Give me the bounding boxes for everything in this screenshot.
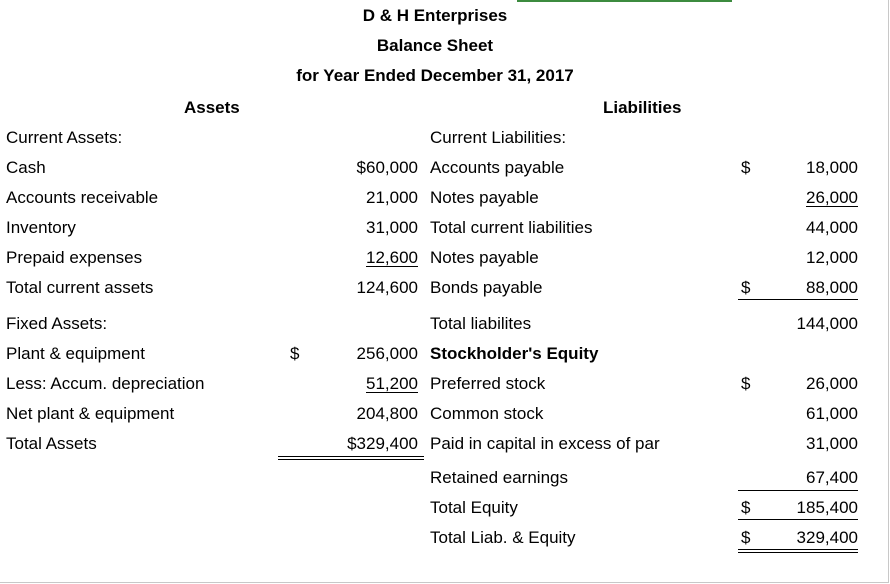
paid-in-capital-label: Paid in capital in excess of par [430,434,660,453]
total-assets-double-underline-2 [278,459,424,460]
preferred-stock-value: 26,000 [806,374,858,393]
total-current-assets-label: Total current assets [6,278,154,297]
inventory-value: 31,000 [366,218,418,237]
plant-equipment-dollar: $ [290,344,300,363]
selected-cell-border [517,0,732,2]
plant-equipment-label: Plant & equipment [6,344,145,363]
notes-payable-2-label: Notes payable [430,248,539,267]
net-plant-equipment-value: 204,800 [356,404,418,423]
accounts-payable-dollar: $ [741,158,751,177]
total-assets-value: $329,400 [347,434,418,453]
fixed-assets-heading: Fixed Assets: [6,314,108,333]
accounts-payable-label: Accounts payable [430,158,565,177]
total-current-liabilities-label: Total current liabilities [430,218,593,237]
prepaid-expenses-label: Prepaid expenses [6,248,143,267]
common-stock-value: 61,000 [806,404,858,423]
accounts-payable-value: 18,000 [806,158,858,177]
total-current-assets-value: 124,600 [356,278,418,297]
total-liab-equity-double-underline-2 [738,552,858,553]
statement-title: Balance Sheet [376,36,494,55]
total-equity-underline [738,519,858,520]
current-assets-heading: Current Assets: [6,128,123,147]
total-liab-equity-dollar: $ [741,528,751,547]
common-stock-label: Common stock [430,404,544,423]
retained-earnings-underline [738,490,858,491]
stockholders-equity-heading: Stockholder's Equity [430,344,599,363]
bonds-payable-underline [738,299,858,300]
notes-payable-2-value: 12,000 [806,248,858,267]
plant-equipment-value: 256,000 [356,344,418,363]
notes-payable-label: Notes payable [430,188,539,207]
bonds-payable-dollar: $ [741,278,751,297]
total-current-liabilities-value: 44,000 [806,218,858,237]
bonds-payable-value: 88,000 [806,278,858,297]
preferred-stock-dollar: $ [741,374,751,393]
total-liab-equity-label: Total Liab. & Equity [430,528,576,547]
total-liab-equity-double-underline-1 [738,549,858,550]
accum-depreciation-label: Less: Accum. depreciation [6,374,205,393]
liabilities-heading: Liabilities [603,98,682,117]
retained-earnings-label: Retained earnings [430,468,568,487]
cash-value: $60,000 [356,158,418,177]
cash-label: Cash [6,158,46,177]
inventory-label: Inventory [6,218,76,237]
current-liabilities-heading: Current Liabilities: [430,128,567,147]
total-equity-dollar: $ [741,498,751,517]
total-liabilities-label: Total liabilites [430,314,532,333]
prepaid-expenses-value: 12,600 [366,248,418,267]
total-assets-label: Total Assets [6,434,97,453]
total-assets-double-underline-1 [278,456,424,457]
net-plant-equipment-label: Net plant & equipment [6,404,175,423]
retained-earnings-value: 67,400 [806,468,858,487]
total-liab-equity-value: 329,400 [796,528,858,547]
company-title: D & H Enterprises [362,6,508,25]
notes-payable-value: 26,000 [806,188,858,207]
paid-in-capital-value: 31,000 [806,434,858,453]
total-equity-label: Total Equity [430,498,518,517]
bonds-payable-label: Bonds payable [430,278,543,297]
total-equity-value: 185,400 [796,498,858,517]
accounts-receivable-value: 21,000 [366,188,418,207]
accounts-receivable-label: Accounts receivable [6,188,159,207]
total-liabilities-value: 144,000 [796,314,858,333]
period-title: for Year Ended December 31, 2017 [296,66,574,85]
preferred-stock-label: Preferred stock [430,374,546,393]
accum-depreciation-value: 51,200 [366,374,418,393]
assets-heading: Assets [184,98,240,117]
